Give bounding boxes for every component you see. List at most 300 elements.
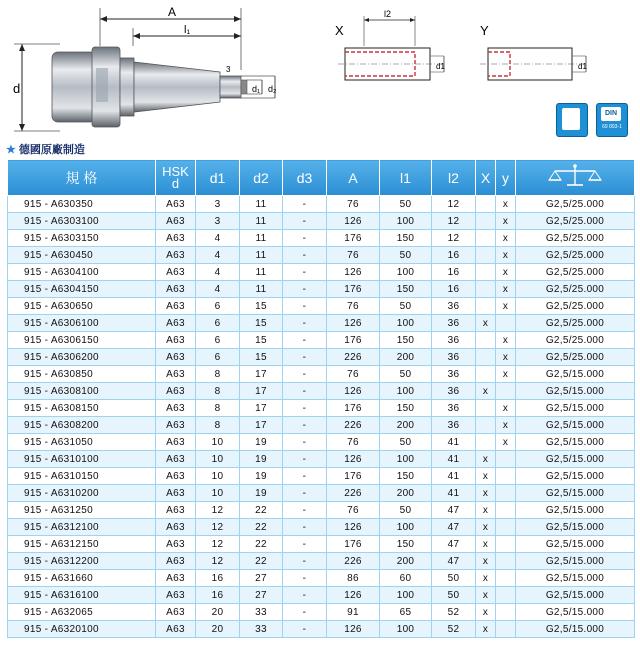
cell-l1: 150 — [380, 281, 432, 298]
cell-balance: G2,5/15.000 — [516, 366, 635, 383]
cell-d2: 19 — [240, 451, 283, 468]
balance-scale-icon — [545, 163, 605, 189]
cell-l2: 36 — [432, 417, 476, 434]
cell-hsk: A63 — [156, 604, 196, 621]
cell-y — [496, 587, 516, 604]
cell-d1: 4 — [196, 247, 240, 264]
cell-a: 226 — [327, 553, 380, 570]
table-row — [8, 349, 635, 366]
cell-d1: 10 — [196, 468, 240, 485]
origin-label — [6, 141, 85, 155]
cell-a: 126 — [327, 587, 380, 604]
cell-a: 76 — [327, 366, 380, 383]
cell-balance: G2,5/15.000 — [516, 553, 635, 570]
din-badge-label: DIN — [601, 107, 621, 121]
cell-l2: 50 — [432, 587, 476, 604]
din-standard-badge-icon — [596, 103, 628, 137]
header-d3: d3 — [283, 160, 327, 196]
header-l1: l1 — [380, 160, 432, 196]
cell-d2: 19 — [240, 434, 283, 451]
cell-balance: G2,5/15.000 — [516, 587, 635, 604]
cell-l1: 200 — [380, 417, 432, 434]
cell-d1: 12 — [196, 502, 240, 519]
cell-d1: 20 — [196, 604, 240, 621]
cell-d1: 3 — [196, 196, 240, 213]
header-hsk — [156, 160, 196, 196]
cell-x: x — [476, 553, 496, 570]
view-x-d1-label: d1 — [436, 62, 445, 71]
cell-spec: 915 - A6312100 — [8, 519, 156, 536]
cell-l1: 150 — [380, 332, 432, 349]
cell-x — [476, 196, 496, 213]
cell-l2: 16 — [432, 264, 476, 281]
cell-x — [476, 264, 496, 281]
cell-x — [476, 400, 496, 417]
cell-d2: 15 — [240, 332, 283, 349]
cell-y — [496, 570, 516, 587]
cell-x: x — [476, 570, 496, 587]
cell-y — [496, 451, 516, 468]
cell-x: x — [476, 315, 496, 332]
cell-spec: 915 - A6306150 — [8, 332, 156, 349]
table-header-row — [8, 160, 635, 196]
cell-d2: 11 — [240, 196, 283, 213]
cell-y — [496, 536, 516, 553]
dim-3-label: 3 — [226, 65, 231, 74]
cell-d3: - — [283, 553, 327, 570]
cell-l2: 12 — [432, 196, 476, 213]
cell-d1: 3 — [196, 213, 240, 230]
star-icon: ★ — [6, 144, 16, 156]
cell-spec: 915 - A6312200 — [8, 553, 156, 570]
table-row — [8, 264, 635, 281]
cell-hsk: A63 — [156, 570, 196, 587]
cell-balance: G2,5/25.000 — [516, 281, 635, 298]
view-x-label: X — [335, 23, 344, 38]
cell-balance: G2,5/25.000 — [516, 213, 635, 230]
header-l2: l2 — [432, 160, 476, 196]
cell-x — [476, 213, 496, 230]
cell-a: 176 — [327, 281, 380, 298]
table-row — [8, 468, 635, 485]
table-row — [8, 621, 635, 638]
cell-l2: 41 — [432, 451, 476, 468]
cell-spec: 915 - A6310200 — [8, 485, 156, 502]
cell-l1: 50 — [380, 502, 432, 519]
dim-l1-label: l₁ — [184, 24, 191, 36]
cell-y: x — [496, 366, 516, 383]
cell-x: x — [476, 604, 496, 621]
cell-hsk: A63 — [156, 213, 196, 230]
cell-l2: 16 — [432, 247, 476, 264]
cell-d3: - — [283, 621, 327, 638]
cell-balance: G2,5/15.000 — [516, 570, 635, 587]
cell-a: 126 — [327, 621, 380, 638]
cell-d1: 20 — [196, 621, 240, 638]
cell-l1: 50 — [380, 434, 432, 451]
view-x-l2-label: l2 — [384, 9, 392, 19]
cell-l2: 36 — [432, 315, 476, 332]
tool-holder-drawing — [0, 0, 640, 140]
cell-hsk: A63 — [156, 366, 196, 383]
cell-spec: 915 - A6304150 — [8, 281, 156, 298]
cell-d2: 11 — [240, 213, 283, 230]
spec-table-body — [8, 196, 635, 638]
cell-hsk: A63 — [156, 519, 196, 536]
cell-balance: G2,5/15.000 — [516, 417, 635, 434]
cell-a: 86 — [327, 570, 380, 587]
cell-x — [476, 366, 496, 383]
header-hsk-top: HSK — [162, 163, 189, 179]
cell-balance: G2,5/25.000 — [516, 332, 635, 349]
cell-y: x — [496, 298, 516, 315]
cell-d1: 4 — [196, 264, 240, 281]
view-y-d1-label: d1 — [578, 62, 587, 71]
cell-d2: 17 — [240, 400, 283, 417]
cell-d2: 22 — [240, 553, 283, 570]
cell-d1: 10 — [196, 451, 240, 468]
cell-spec: 915 - A6320100 — [8, 621, 156, 638]
cell-l2: 36 — [432, 298, 476, 315]
cell-balance: G2,5/15.000 — [516, 485, 635, 502]
cell-l2: 52 — [432, 604, 476, 621]
cell-d2: 22 — [240, 502, 283, 519]
cell-l2: 41 — [432, 434, 476, 451]
cell-d2: 27 — [240, 570, 283, 587]
cell-y — [496, 553, 516, 570]
cell-spec: 915 - A631250 — [8, 502, 156, 519]
cell-balance: G2,5/25.000 — [516, 349, 635, 366]
cell-y — [496, 502, 516, 519]
cell-x: x — [476, 502, 496, 519]
cooling-badge-icon — [556, 103, 588, 137]
cell-a: 76 — [327, 298, 380, 315]
cell-d2: 15 — [240, 298, 283, 315]
cell-balance: G2,5/15.000 — [516, 383, 635, 400]
table-row — [8, 502, 635, 519]
cell-balance: G2,5/25.000 — [516, 315, 635, 332]
table-row — [8, 383, 635, 400]
cell-balance: G2,5/15.000 — [516, 400, 635, 417]
cell-hsk: A63 — [156, 230, 196, 247]
cell-a: 126 — [327, 519, 380, 536]
cell-d1: 8 — [196, 383, 240, 400]
cell-d3: - — [283, 366, 327, 383]
table-row — [8, 315, 635, 332]
cell-l2: 36 — [432, 349, 476, 366]
dim-d-label: d — [13, 81, 21, 96]
cell-spec: 915 - A6304100 — [8, 264, 156, 281]
cell-l1: 200 — [380, 553, 432, 570]
cell-l2: 12 — [432, 230, 476, 247]
table-row — [8, 366, 635, 383]
cell-d2: 17 — [240, 383, 283, 400]
cell-y — [496, 383, 516, 400]
cell-hsk: A63 — [156, 247, 196, 264]
cell-hsk: A63 — [156, 451, 196, 468]
table-row — [8, 519, 635, 536]
cell-x — [476, 332, 496, 349]
cell-hsk: A63 — [156, 434, 196, 451]
cell-y: x — [496, 230, 516, 247]
cell-x: x — [476, 383, 496, 400]
table-row — [8, 553, 635, 570]
cell-d3: - — [283, 196, 327, 213]
cell-d1: 8 — [196, 366, 240, 383]
cell-d3: - — [283, 315, 327, 332]
cell-spec: 915 - A6312150 — [8, 536, 156, 553]
cell-a: 176 — [327, 230, 380, 247]
cell-l2: 41 — [432, 485, 476, 502]
cell-d3: - — [283, 468, 327, 485]
technical-drawing-area — [0, 0, 640, 140]
cell-a: 76 — [327, 196, 380, 213]
cell-hsk: A63 — [156, 587, 196, 604]
cell-x: x — [476, 587, 496, 604]
cell-l1: 200 — [380, 349, 432, 366]
cell-a: 226 — [327, 349, 380, 366]
cell-l1: 50 — [380, 196, 432, 213]
cell-d2: 17 — [240, 417, 283, 434]
cell-y: x — [496, 434, 516, 451]
cell-balance: G2,5/25.000 — [516, 298, 635, 315]
cell-d2: 15 — [240, 315, 283, 332]
cell-balance: G2,5/15.000 — [516, 468, 635, 485]
cell-a: 126 — [327, 264, 380, 281]
view-y-label: Y — [480, 23, 489, 38]
cell-a: 226 — [327, 417, 380, 434]
cell-y: x — [496, 281, 516, 298]
cell-l1: 50 — [380, 298, 432, 315]
cell-balance: G2,5/15.000 — [516, 536, 635, 553]
cell-hsk: A63 — [156, 502, 196, 519]
cell-hsk: A63 — [156, 298, 196, 315]
cell-d1: 12 — [196, 536, 240, 553]
cell-x: x — [476, 485, 496, 502]
cell-d2: 11 — [240, 281, 283, 298]
cell-d3: - — [283, 502, 327, 519]
table-row — [8, 281, 635, 298]
cell-d1: 6 — [196, 315, 240, 332]
cell-x: x — [476, 621, 496, 638]
cell-d3: - — [283, 570, 327, 587]
table-row — [8, 230, 635, 247]
cell-x — [476, 298, 496, 315]
cell-d1: 16 — [196, 570, 240, 587]
cell-l1: 100 — [380, 264, 432, 281]
cell-y: x — [496, 332, 516, 349]
cell-spec: 915 - A6310100 — [8, 451, 156, 468]
table-row — [8, 213, 635, 230]
cell-d3: - — [283, 417, 327, 434]
cell-spec: 915 - A6316100 — [8, 587, 156, 604]
cell-d2: 27 — [240, 587, 283, 604]
cell-d1: 4 — [196, 230, 240, 247]
cell-spec: 915 - A630450 — [8, 247, 156, 264]
cell-hsk: A63 — [156, 468, 196, 485]
cell-d2: 11 — [240, 230, 283, 247]
cell-spec: 915 - A630650 — [8, 298, 156, 315]
cell-a: 126 — [327, 451, 380, 468]
cell-d1: 6 — [196, 349, 240, 366]
table-row — [8, 485, 635, 502]
cell-y — [496, 604, 516, 621]
cell-x: x — [476, 451, 496, 468]
cell-spec: 915 - A6303100 — [8, 213, 156, 230]
cell-y — [496, 621, 516, 638]
cell-d2: 19 — [240, 468, 283, 485]
cell-y — [496, 315, 516, 332]
cell-d2: 33 — [240, 604, 283, 621]
cell-d3: - — [283, 587, 327, 604]
cell-hsk: A63 — [156, 281, 196, 298]
cell-x — [476, 349, 496, 366]
table-row — [8, 536, 635, 553]
cell-balance: G2,5/15.000 — [516, 451, 635, 468]
cell-d3: - — [283, 434, 327, 451]
cell-d1: 10 — [196, 485, 240, 502]
header-d1: d1 — [196, 160, 240, 196]
table-row — [8, 587, 635, 604]
cell-spec: 915 - A6303150 — [8, 230, 156, 247]
header-y: y — [496, 160, 516, 196]
cell-balance: G2,5/25.000 — [516, 230, 635, 247]
cell-l1: 200 — [380, 485, 432, 502]
cell-hsk: A63 — [156, 417, 196, 434]
cell-hsk: A63 — [156, 196, 196, 213]
dim-a-label: A — [168, 5, 177, 19]
cell-hsk: A63 — [156, 383, 196, 400]
cell-hsk: A63 — [156, 264, 196, 281]
header-spec: 規 格 — [8, 160, 156, 196]
cell-balance: G2,5/25.000 — [516, 264, 635, 281]
cell-d2: 19 — [240, 485, 283, 502]
cell-d3: - — [283, 536, 327, 553]
cell-l2: 50 — [432, 570, 476, 587]
spec-table — [7, 159, 635, 638]
cell-x: x — [476, 536, 496, 553]
cell-l2: 52 — [432, 621, 476, 638]
cell-d2: 15 — [240, 349, 283, 366]
table-row — [8, 332, 635, 349]
header-a: A — [327, 160, 380, 196]
cell-hsk: A63 — [156, 536, 196, 553]
cell-l2: 36 — [432, 400, 476, 417]
cell-l1: 150 — [380, 536, 432, 553]
table-row — [8, 196, 635, 213]
cell-y — [496, 468, 516, 485]
cell-balance: G2,5/25.000 — [516, 247, 635, 264]
cell-hsk: A63 — [156, 553, 196, 570]
cell-d3: - — [283, 383, 327, 400]
cell-l1: 150 — [380, 230, 432, 247]
cell-l1: 50 — [380, 366, 432, 383]
cell-y: x — [496, 264, 516, 281]
table-row — [8, 247, 635, 264]
cell-l1: 100 — [380, 519, 432, 536]
cell-d1: 10 — [196, 434, 240, 451]
cell-d3: - — [283, 400, 327, 417]
cell-l1: 150 — [380, 468, 432, 485]
table-row — [8, 434, 635, 451]
cell-hsk: A63 — [156, 315, 196, 332]
cell-balance: G2,5/15.000 — [516, 434, 635, 451]
cell-a: 176 — [327, 468, 380, 485]
cell-l1: 100 — [380, 213, 432, 230]
cell-spec: 915 - A6308200 — [8, 417, 156, 434]
cell-d3: - — [283, 519, 327, 536]
cell-d3: - — [283, 281, 327, 298]
cell-d2: 22 — [240, 536, 283, 553]
header-x: X — [476, 160, 496, 196]
cell-l1: 60 — [380, 570, 432, 587]
header-d2: d2 — [240, 160, 283, 196]
cell-y: x — [496, 213, 516, 230]
cell-x — [476, 417, 496, 434]
cell-spec: 915 - A630850 — [8, 366, 156, 383]
cell-balance: G2,5/15.000 — [516, 502, 635, 519]
cell-d1: 4 — [196, 281, 240, 298]
cell-l2: 41 — [432, 468, 476, 485]
cell-l1: 100 — [380, 621, 432, 638]
cell-l2: 47 — [432, 553, 476, 570]
cell-d2: 33 — [240, 621, 283, 638]
cell-spec: 915 - A631050 — [8, 434, 156, 451]
cell-l2: 47 — [432, 502, 476, 519]
cell-y — [496, 519, 516, 536]
cell-l2: 16 — [432, 281, 476, 298]
cell-y: x — [496, 247, 516, 264]
cell-a: 76 — [327, 502, 380, 519]
cell-hsk: A63 — [156, 621, 196, 638]
cell-hsk: A63 — [156, 400, 196, 417]
cell-a: 176 — [327, 332, 380, 349]
cell-d1: 8 — [196, 400, 240, 417]
cell-y: x — [496, 417, 516, 434]
cell-a: 76 — [327, 247, 380, 264]
cell-x — [476, 230, 496, 247]
cell-a: 126 — [327, 315, 380, 332]
cell-l2: 12 — [432, 213, 476, 230]
cell-a: 126 — [327, 213, 380, 230]
cell-l2: 36 — [432, 332, 476, 349]
cell-d3: - — [283, 230, 327, 247]
cell-l1: 100 — [380, 383, 432, 400]
cell-l1: 150 — [380, 400, 432, 417]
cell-l1: 50 — [380, 247, 432, 264]
cell-d1: 8 — [196, 417, 240, 434]
din-badge-sub: 69 893-1 — [602, 124, 622, 130]
cell-spec: 915 - A6310150 — [8, 468, 156, 485]
cell-d3: - — [283, 298, 327, 315]
cell-spec: 915 - A6306200 — [8, 349, 156, 366]
cell-spec: 915 - A6308100 — [8, 383, 156, 400]
cell-d2: 17 — [240, 366, 283, 383]
cell-d1: 12 — [196, 519, 240, 536]
cell-y: x — [496, 400, 516, 417]
cell-spec: 915 - A6308150 — [8, 400, 156, 417]
cell-d1: 16 — [196, 587, 240, 604]
cell-d3: - — [283, 213, 327, 230]
cell-d3: - — [283, 264, 327, 281]
cell-d2: 22 — [240, 519, 283, 536]
cell-l2: 36 — [432, 366, 476, 383]
cell-d3: - — [283, 604, 327, 621]
table-row — [8, 417, 635, 434]
cell-d1: 6 — [196, 298, 240, 315]
cell-a: 91 — [327, 604, 380, 621]
dim-d1-label: d₁ — [252, 84, 261, 94]
